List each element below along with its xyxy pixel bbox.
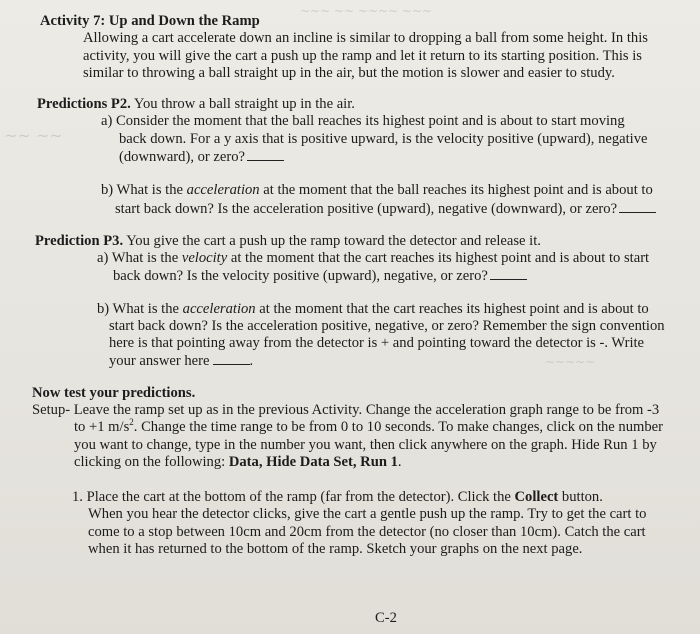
emphasis-term: velocity — [181, 250, 228, 266]
answer-blank — [490, 267, 527, 280]
setup-text-end: . — [397, 454, 402, 470]
question-text: back down. For a y axis that is positive upward, is the velocity positive (upward), negative — [119, 131, 648, 147]
question-text — [97, 250, 649, 267]
question-text: your answer here . — [109, 353, 254, 369]
question-prefix: b) What is the — [97, 301, 183, 317]
prediction-p2-header — [37, 96, 355, 113]
page-number: C-2 — [375, 610, 397, 626]
question-text-end: your answer here — [109, 353, 210, 369]
answer-blank — [619, 200, 656, 213]
setup-text — [74, 454, 402, 471]
setup-text-start: clicking on the following: — [74, 454, 229, 470]
prediction-p3-label: Prediction P3. — [35, 233, 124, 249]
bleed-through-mark: ~~ ~~ — [4, 126, 63, 145]
question-text — [113, 267, 527, 285]
menu-path: Data, Hide Data Set, Run 1 — [228, 454, 398, 470]
emphasis-term: acceleration — [186, 182, 260, 198]
setup-text-start: to +1 m/s — [74, 419, 130, 435]
step-text-start: 1. Place the cart at the bottom of the ramp (far from the detector). Click the — [72, 489, 515, 505]
question-text — [115, 200, 656, 218]
question-text: start back down? Is the acceleration positive, negative, or zero? Remember the sign convention — [109, 318, 665, 334]
bleed-through-mark: ~~~ ~~ ~~~~ ~~~ — [300, 4, 433, 18]
prediction-p2-label: Predictions P2. — [37, 96, 131, 112]
question-rest: at the moment that the cart reaches its highest point and is about to — [255, 301, 649, 317]
step-text: when it has returned to the bottom of the ramp. Sketch your graphs on the next page. — [88, 541, 583, 557]
section-heading: Now test your predictions. — [32, 385, 196, 401]
question-prefix: b) What is the — [101, 182, 187, 198]
question-text: a) Consider the moment that the ball reaches its highest point and is about to start moving — [101, 113, 625, 129]
step-text — [72, 489, 603, 506]
question-text-end: (downward), or zero? — [119, 149, 246, 165]
intro-line: Allowing a cart accelerate down an incline is similar to dropping a ball from some height. In this — [83, 30, 648, 46]
question-text — [119, 148, 284, 166]
answer-blank — [247, 148, 284, 161]
intro-line: activity, you will give the cart a push up the ramp and let it return to its starting position. This is — [83, 48, 642, 64]
bleed-through-mark: ~~~~~ — [545, 355, 596, 369]
question-text: here is that pointing away from the detector is + and pointing toward the detector is -. Write — [109, 335, 645, 351]
question-text — [101, 182, 653, 199]
question-text-end: back down? Is the velocity positive (upward), negative, or zero? — [113, 268, 488, 284]
step-text-end: button. — [558, 489, 603, 505]
intro-line: similar to throwing a ball straight up in the air, but the motion is slower and easier to study. — [83, 65, 615, 81]
setup-text-rest: . Change the time range to be from 0 to 10 seconds. To make changes, click on the number — [133, 419, 663, 435]
step-text: When you hear the detector clicks, give the cart a gentle push up the ramp. Try to get the cart to — [88, 506, 647, 522]
prediction-p3-text: You give the cart a push up the ramp toward the detector and release it. — [123, 233, 541, 249]
emphasis-term: acceleration — [182, 301, 256, 317]
prediction-p2-text: You throw a ball straight up in the air. — [130, 96, 355, 112]
prediction-p3-header — [35, 233, 541, 250]
setup-text: Setup- Leave the ramp set up as in the previous Activity. Change the acceleration graph range to be from -3 — [32, 402, 660, 418]
question-text-end: start back down? Is the acceleration positive (upward), negative (downward), or zero? — [115, 201, 618, 217]
activity-title: Activity 7: Up and Down the Ramp — [40, 13, 260, 29]
step-text: come to a stop between 10cm and 20cm from the detector (no closer than 10cm). Catch the cart — [88, 524, 646, 540]
question-prefix: a) What is the — [97, 250, 182, 266]
question-text — [97, 301, 649, 318]
superscript: 2 — [129, 417, 134, 428]
setup-text — [74, 419, 663, 436]
question-rest: at the moment that the cart reaches its highest point and is about to start — [227, 250, 650, 266]
answer-blank — [213, 352, 250, 365]
question-rest: at the moment that the ball reaches its highest point and is about to — [259, 182, 653, 198]
setup-text: you want to change, type in the number you want, then click anywhere on the graph. Hide Run 1 by — [74, 437, 657, 453]
collect-button-label: Collect — [514, 489, 559, 505]
